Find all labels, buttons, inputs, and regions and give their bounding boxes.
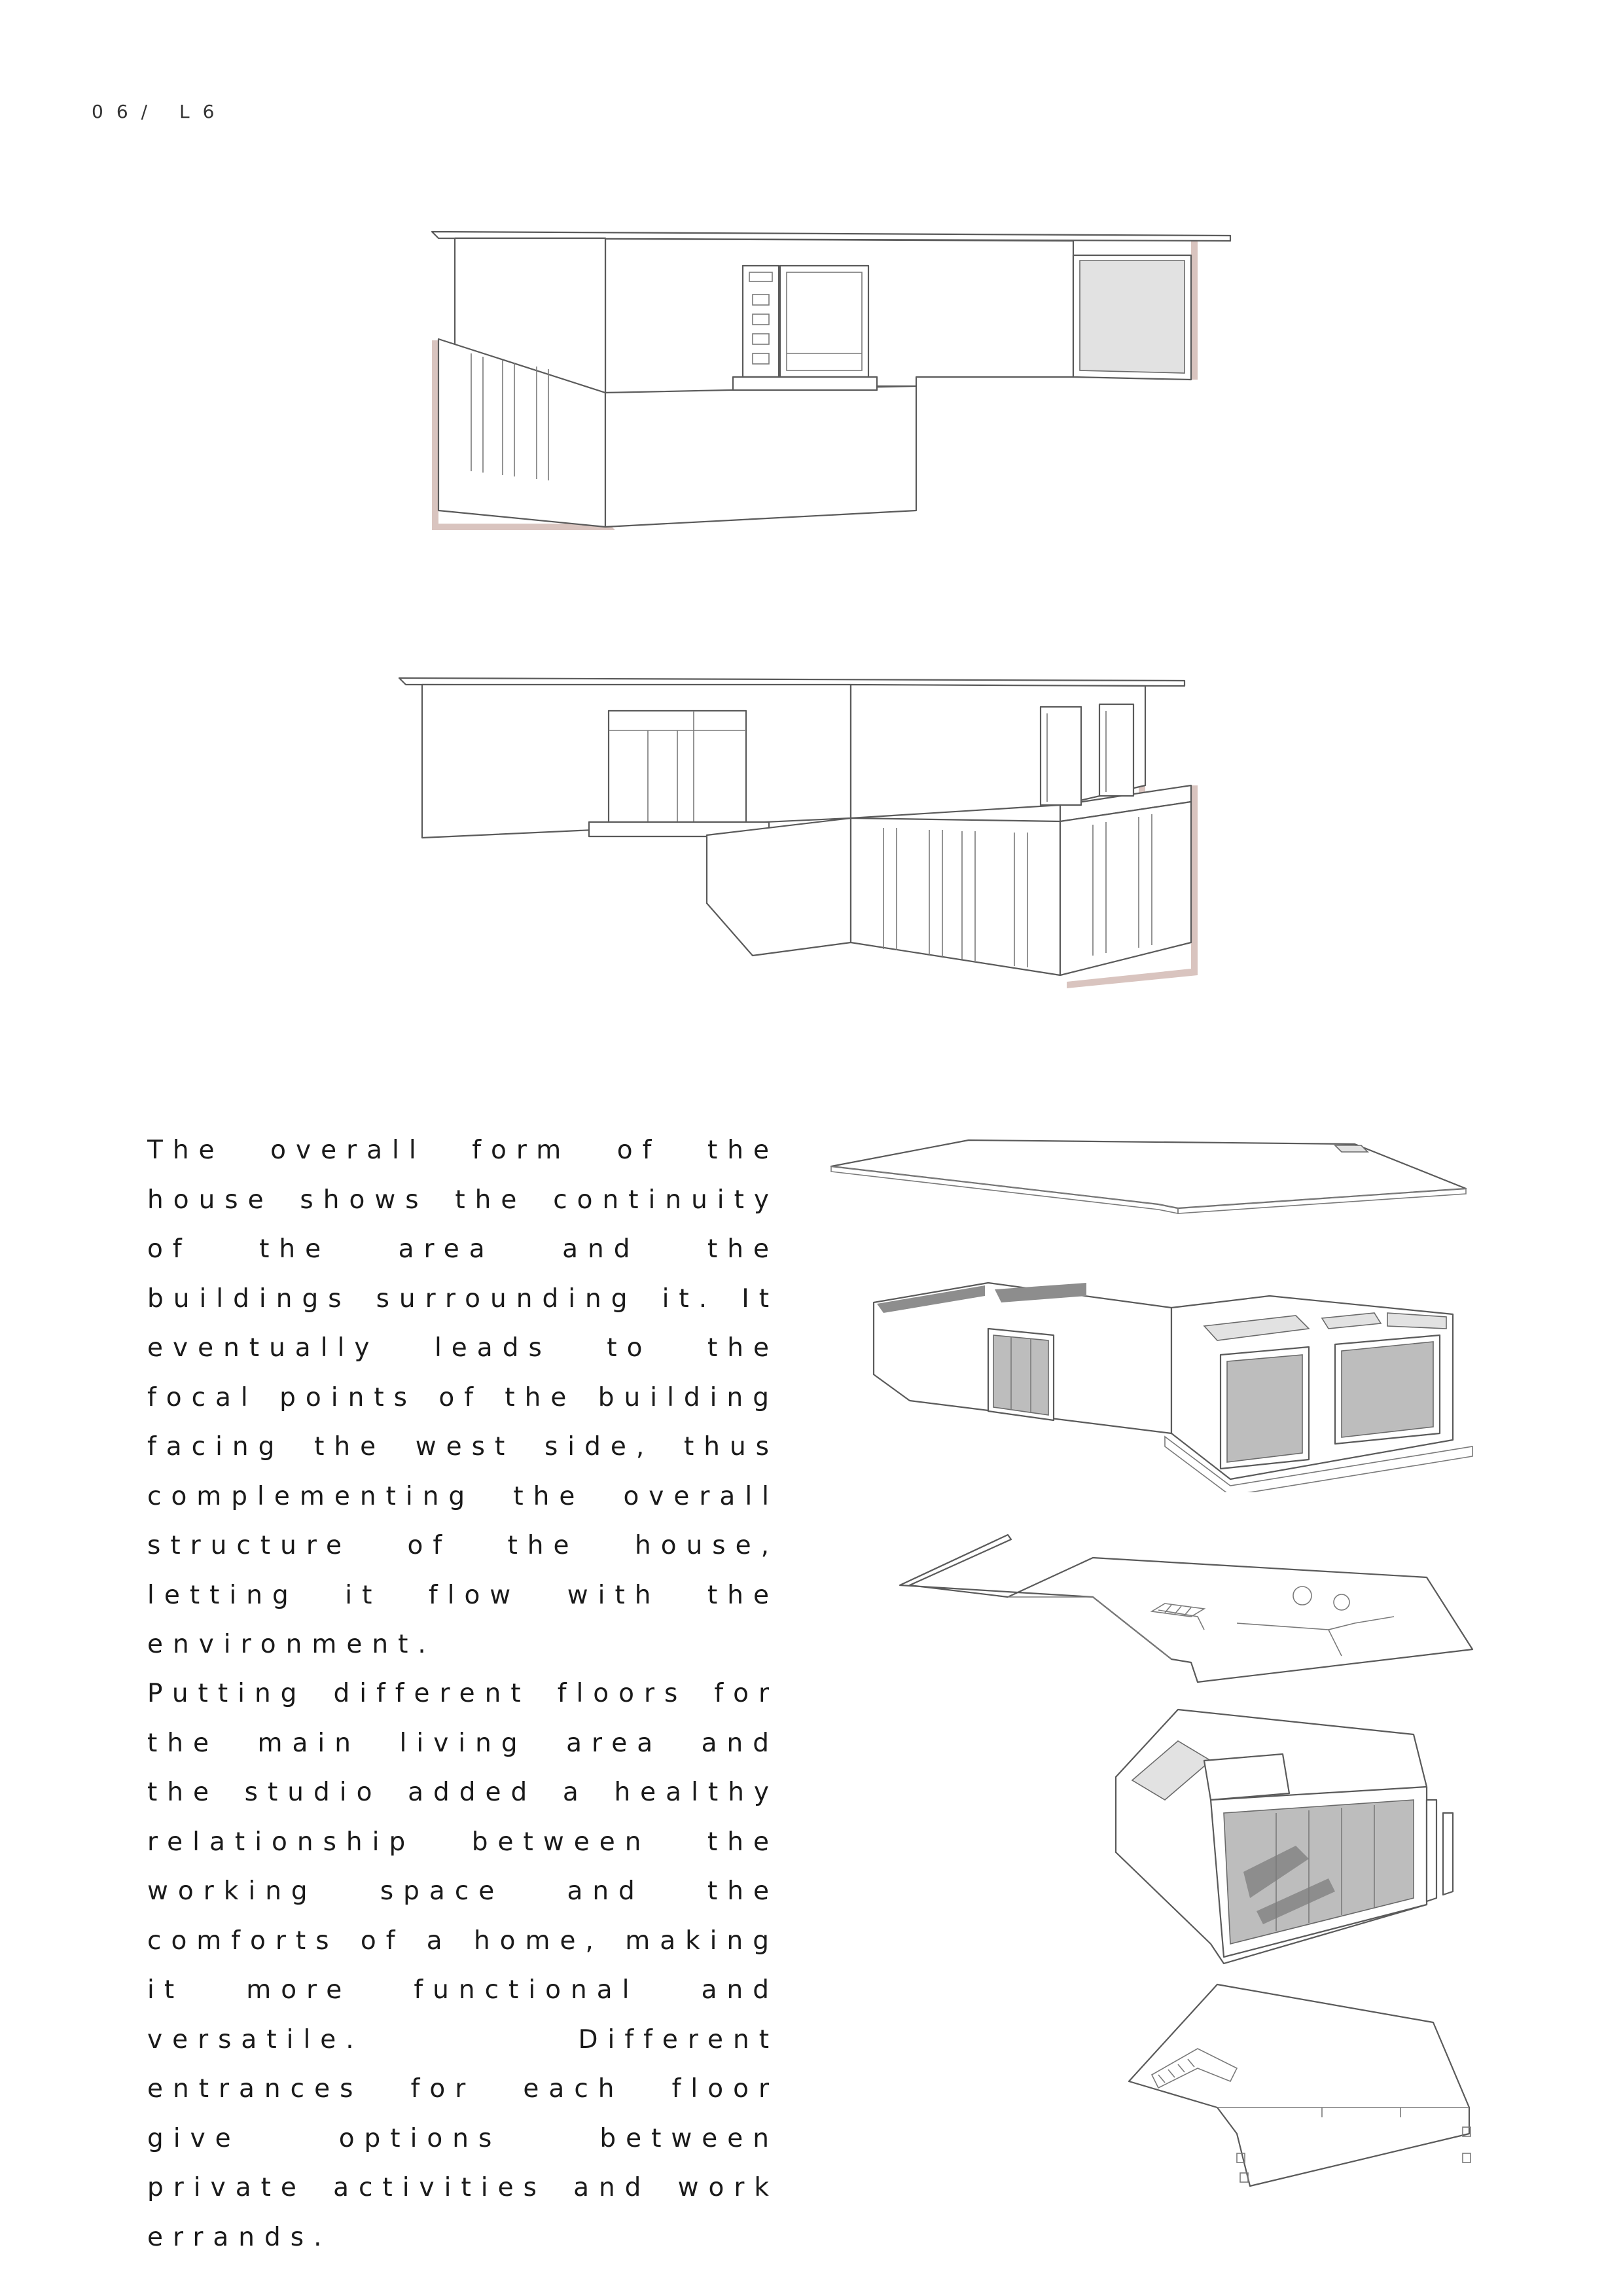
elevation-drawing-front [419,223,1243,537]
exploded-ground-plan-drawing [1126,1977,1479,2193]
exploded-studio-drawing [1113,1702,1479,1977]
elevation-drawing-west [386,668,1230,1008]
exploded-upper-plan-drawing [897,1532,1486,1702]
page-label: 06/ L6 [92,101,228,122]
body-paragraph-2: Putting different floors for the main living area and the studio added a healthy relationship between the working space and the comforts of a home, making it more functional and versatile. Different entrances for each floor give options between private activities and work errands. [147,1679,779,2252]
body-paragraph-1: The overall form of the house shows the continuity of the area and the buildings surrounding it. It eventually leads to the focal points of the building facing the west side, thus complementing the overall structure of the house, letting it flow with the environment. [147,1136,779,1659]
exploded-upper-floor-drawing [864,1270,1486,1492]
exploded-roof-drawing [825,1132,1472,1217]
